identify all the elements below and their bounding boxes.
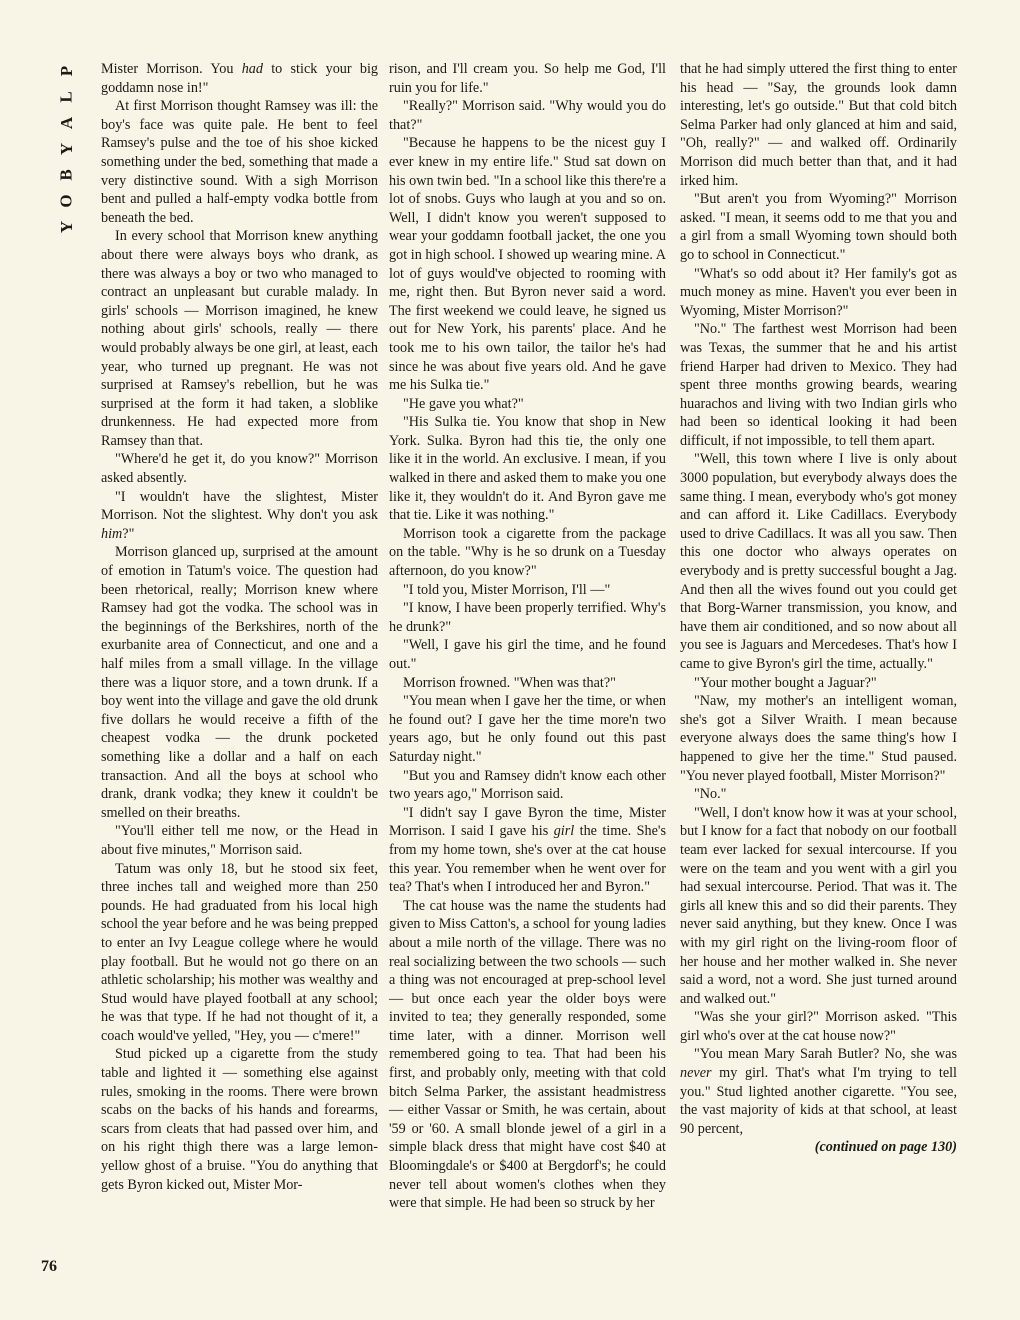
paragraph: "Naw, my mother's an intelligent woman, she's got a Silver Wraith. I mean because everyone always does the same thing's how I happened to give her the time." Stud paused. "You never played football, Mister Morrison?" <box>680 693 957 784</box>
paragraph: "He gave you what?" <box>403 395 524 412</box>
paragraph: "You'll either tell me now, or the Head in about five minutes," Morrison said. <box>101 823 378 858</box>
paragraph: "His Sulka tie. You know that shop in New York. Sulka. Byron had this tie, the only one like it in the world. An exclusive. I mean, if you walked in there and asked them to make you one like it, they wouldn't do it. And Byron gave me that tie. Like it was nothing." <box>389 414 666 524</box>
paragraph: At first Morrison thought Ramsey was ill: the boy's face was quite pale. He bent to feel Ramsey's pulse and the toe of his shoe kicked something under the bed, something that made a very distinctive sound. With a sigh Morrison bent and pulled a half-empty vodka bottle from beneath the bed. <box>101 98 378 226</box>
masthead-letter: Y <box>57 220 76 234</box>
masthead-letter: A <box>57 116 76 130</box>
masthead-letter: P <box>56 65 76 77</box>
paragraph: Tatum was only 18, but he stood six feet, three inches tall and weighed more than 250 pounds. He had graduated from his local high school the year before and he was being prepped to enter an Ivy League college where he would play football. But he would not go there on an athletic scholarship; his mother was wealthy and Stud would have played football at any school; he was that type. If he had not thought of it, a coach would've yelled, "Hey, you — c'mere!" <box>101 860 378 1044</box>
masthead-letter: L <box>57 91 76 103</box>
text-column-1 <box>101 60 378 1194</box>
paragraph: "No." The farthest west Morrison had been was Texas, the summer that he and his artist friend Harper had driven to Mexico. They had spent three months growing beards, wearing huarachos and living with two Indian girls who had been so identical looking it had been difficult, if not impossible, to tell them apart. <box>680 321 957 449</box>
paragraph: rison, and I'll cream you. So help me God, I'll ruin you for life." <box>389 61 666 96</box>
paragraph: "Was she your girl?" Morrison asked. "This girl who's over at the cat house now?" <box>680 1009 957 1044</box>
paragraph: The cat house was the name the students had given to Miss Catton's, a school for young ladies about a mile north of the village. There was no real socializing between the two schools — such a thing was not encouraged at prep-school level — but once each year the older boys were invited to tea; they generally responded, some time later, with a dinner. Morrison well remembered going to tea. That had been his first, and probably only, meeting with that cold bitch Selma Parker, the assistant headmistress — either Vassar or Smith, he was certain, about '59 or '60. A small blonde jewel of a girl in a simple black dress that might have cost $40 at Bloomingdale's or $400 at Bergdorf's; he could never tell about women's clothes when they were that simple. He had been so struck by her <box>389 897 666 1212</box>
continued-note: (continued on page 130) <box>814 1139 957 1156</box>
paragraph: In every school that Morrison knew anything about there were always boys who drank, as there was always a boy or two who managed to contract an unpleasant but curable malady. In girls' schools — Morrison imagined, he knew nothing about girls' schools, really — there would probably always be one girl, at least, each year, who turned up pregnant. He was not surprised at Ramsey's rebellion, but he was surprised at the form it had taken, a sloblike drunkenness. He had expected more from Ramsey than that. <box>101 228 378 449</box>
paragraph: "Well, I don't know how it was at your school, but I know for a fact that nobody on our football team ever lacked for sexual intercourse. If you were on the team and you went with a girl you had sexual intercourse. Period. That was it. The girls all knew this and so did their parents. They never said anything, but they knew. Once I was with my girl right on the living-room floor of her house and her mother walked in. She never said a word, not a word. She just turned around and walked out." <box>680 804 957 1007</box>
paragraph: Morrison frowned. "When was that?" <box>403 674 616 691</box>
paragraph: "I wouldn't have the slightest, Mister Morrison. Not the slightest. Why don't you ask him?" <box>101 488 378 542</box>
text-column-3 <box>680 60 957 1157</box>
paragraph: "I told you, Mister Morrison, I'll —" <box>403 581 611 598</box>
paragraph: "I know, I have been properly terrified. Why's he drunk?" <box>389 600 666 635</box>
paragraph: "Because he happens to be the nicest guy I ever knew in my entire life." Stud sat down on his own twin bed. "In a school like this there're a lot of snobs. Guys who laugh at you and so on. Well, I didn't know you weren't supposed to wear your goddamn football jacket, the one you got in high school. I showed up wearing mine. A lot of guys would've objected to rooming with me, right then. But Byron never said a word. The first weekend we could leave, he signed us out for New York, his parents' place. And he took me to his own tailor, the tailor he's had since he was about five years old. And he gave me his Sulka tie." <box>389 135 666 394</box>
paragraph: that he had simply uttered the first thing to enter his head — "Say, the grounds look damn interesting, let's go outside." But that cold bitch Selma Parker had only glanced at him and said, "Oh, really?" — and walked off. Ordinarily Morrison did much better than that, and it had irked him. <box>680 61 957 189</box>
paragraph: Stud picked up a cigarette from the study table and lighted it — something else against rules, smoking in the rooms. There were brown scabs on the backs of his hands and forearms, scars from cleats that had passed over him, and on his right thigh there was a large lemon-yellow ghost of a bruise. "You do anything that gets Byron kicked out, Mister Mor- <box>101 1046 378 1193</box>
paragraph: Morrison glanced up, surprised at the amount of emotion in Tatum's voice. The question had been rhetorical, really; Morrison knew where Ramsey had got the vodka. The school was in the beginnings of the Berkshires, north of the exurbanite area of Connecticut, and one and a half miles from a small village. In the village there was a liquor store, and a town drunk. If a boy went into the village and gave the old drunk five dollars he would receive a fifth of the cheapest vodka — the drunk pocketed something like a dollar and a half on each transaction. And all the boys at school who drank, drank vodka; they knew it couldn't be smelled on their breaths. <box>101 544 378 821</box>
masthead <box>52 58 82 240</box>
paragraph: "No." <box>694 786 727 803</box>
paragraph: "Your mother bought a Jaguar?" <box>694 674 877 691</box>
text-column-2 <box>389 60 666 1213</box>
paragraph: Morrison took a cigarette from the package on the table. "Why is he so drunk on a Tuesday afternoon, do you know?" <box>389 525 666 580</box>
masthead-letter: O <box>56 194 76 208</box>
paragraph: "Well, this town where I live is only about 3000 population, but everybody always does the same thing. I mean, everybody who's got money and can afford it. Like Cadillacs. Everybody used to drive Cadillacs. It was all you saw. Then this one doctor who always operates on everybody and is pretty successful bought a Jag. And then all the wives found out you could get that Borg-Warner transmission, you know, and have them air conditioned, and so now about all you see is Jaguars and Mercedeses. That's how I came to give Byron's girl the time, actually." <box>680 451 957 672</box>
paragraph: "Really?" Morrison said. "Why would you do that?" <box>389 98 666 133</box>
paragraph: "You mean Mary Sarah Butler? No, she was never my girl. That's what I'm trying to tell you." Stud lighted another cigarette. "You see, the vast majority of kids at that school, at least 90 percent, <box>680 1046 957 1137</box>
paragraph: "What's so odd about it? Her family's got as much money as mine. Haven't you ever been in Wyoming, Mister Morrison?" <box>680 265 957 319</box>
page-number: 76 <box>41 1258 57 1275</box>
paragraph: "Well, I gave his girl the time, and he found out." <box>389 637 666 672</box>
paragraph: "You mean when I gave her the time, or when he found out? I gave her the time more'n two years ago, but he only found out this past Saturday night." <box>389 693 666 765</box>
paragraph: "But aren't you from Wyoming?" Morrison asked. "I mean, it seems odd to me that you and a girl from a small Wyoming town should both go to school in Connecticut." <box>680 191 957 263</box>
masthead-letter: B <box>57 169 76 181</box>
masthead-letter: Y <box>57 142 76 156</box>
paragraph: Mister Morrison. You had to stick your big goddamn nose in!" <box>101 61 378 96</box>
paragraph: "Where'd he get it, do you know?" Morrison asked absently. <box>101 451 378 487</box>
paragraph: "I didn't say I gave Byron the time, Mister Morrison. I said I gave his girl the time. She's from my home town, she's over at the cat house this year. You remember when he went over for tea? That's when I introduced her and Byron." <box>389 804 666 896</box>
paragraph: "But you and Ramsey didn't know each other two years ago," Morrison said. <box>389 767 666 803</box>
